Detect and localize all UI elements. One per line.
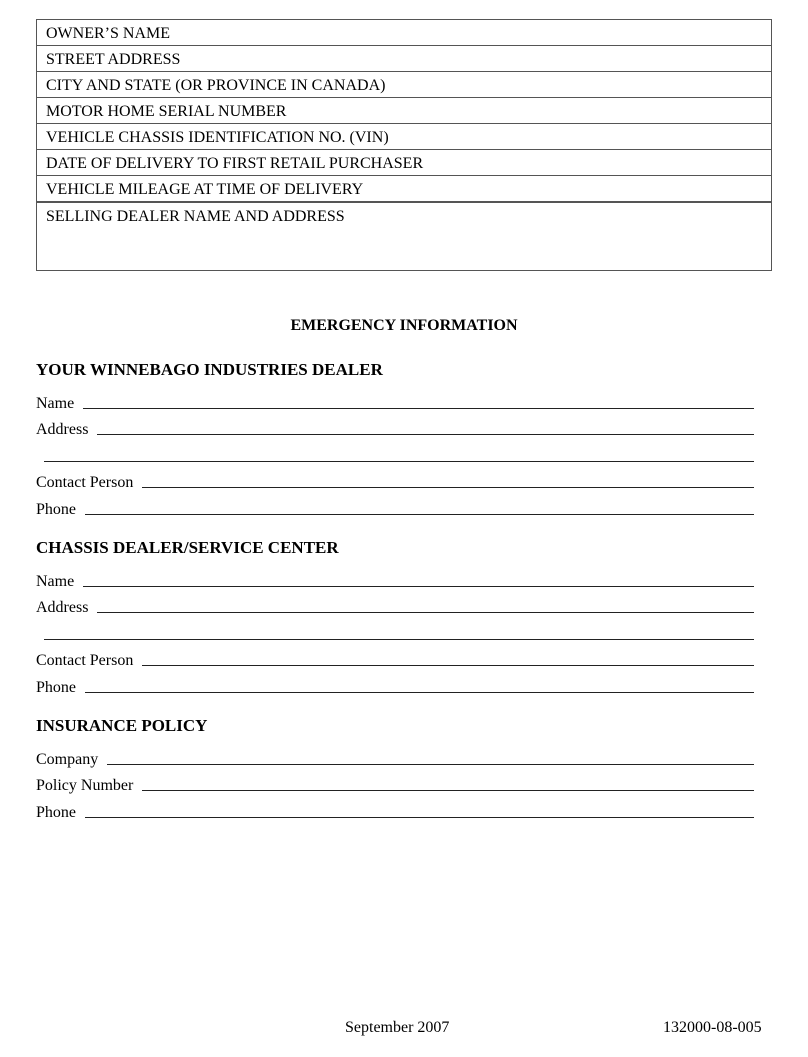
chassis-phone-row bbox=[36, 670, 754, 697]
dealer-contact-label: Contact Person bbox=[36, 474, 134, 491]
chassis-address-row bbox=[36, 591, 754, 618]
serial-number-field[interactable]: MOTOR HOME SERIAL NUMBER bbox=[37, 98, 771, 124]
chassis-address-input-line-2[interactable] bbox=[44, 625, 754, 640]
chassis-section bbox=[36, 537, 754, 697]
footer-date: September 2007 bbox=[345, 1019, 450, 1036]
dealer-address-input-line-2[interactable] bbox=[44, 447, 754, 462]
dealer-phone-label: Phone bbox=[36, 500, 76, 518]
dealer-section bbox=[36, 359, 754, 519]
dealer-address-input-line[interactable] bbox=[97, 420, 754, 435]
owner-info-table bbox=[36, 19, 772, 271]
dealer-phone-row bbox=[36, 492, 754, 519]
insurance-phone-label: Phone bbox=[36, 803, 76, 821]
dealer-name-row bbox=[36, 386, 754, 413]
insurance-policy-input-line[interactable] bbox=[142, 776, 754, 791]
insurance-policy-label: Policy Number bbox=[36, 777, 134, 794]
delivery-date-field[interactable]: DATE OF DELIVERY TO FIRST RETAIL PURCHASER bbox=[37, 150, 771, 176]
chassis-address-input-line[interactable] bbox=[97, 598, 754, 613]
dealer-contact-input-line[interactable] bbox=[142, 473, 754, 488]
insurance-section-title: INSURANCE POLICY bbox=[36, 716, 208, 735]
chassis-contact-label: Contact Person bbox=[36, 652, 134, 669]
dealer-address-row-2 bbox=[36, 439, 754, 466]
owner-name-field[interactable]: OWNER’S NAME bbox=[37, 20, 771, 46]
chassis-contact-row bbox=[36, 644, 754, 671]
chassis-contact-input-line[interactable] bbox=[142, 651, 754, 666]
chassis-section-title: CHASSIS DEALER/SERVICE CENTER bbox=[36, 538, 339, 557]
insurance-company-input-line[interactable] bbox=[107, 750, 754, 765]
insurance-section bbox=[36, 715, 754, 822]
selling-dealer-field[interactable]: SELLING DEALER NAME AND ADDRESS bbox=[37, 202, 771, 270]
dealer-section-title: YOUR WINNEBAGO INDUSTRIES DEALER bbox=[36, 360, 383, 379]
emergency-info-title: EMERGENCY INFORMATION bbox=[290, 317, 518, 334]
dealer-name-input-line[interactable] bbox=[83, 394, 754, 409]
vin-field[interactable]: VEHICLE CHASSIS IDENTIFICATION NO. (VIN) bbox=[37, 124, 771, 150]
chassis-name-label: Name bbox=[36, 572, 75, 590]
street-address-field[interactable]: STREET ADDRESS bbox=[37, 46, 771, 72]
mileage-field[interactable]: VEHICLE MILEAGE AT TIME OF DELIVERY bbox=[37, 176, 771, 202]
insurance-company-label: Company bbox=[36, 750, 99, 768]
chassis-phone-label: Phone bbox=[36, 678, 76, 696]
footer-document-code: 132000-08-005 bbox=[663, 1019, 762, 1036]
dealer-name-label: Name bbox=[36, 394, 75, 412]
chassis-address-row-2 bbox=[36, 617, 754, 644]
chassis-name-row bbox=[36, 564, 754, 591]
dealer-phone-input-line[interactable] bbox=[85, 500, 754, 515]
city-state-field[interactable]: CITY AND STATE (OR PROVINCE IN CANADA) bbox=[37, 72, 771, 98]
insurance-phone-input-line[interactable] bbox=[85, 803, 754, 818]
insurance-company-row bbox=[36, 742, 754, 769]
dealer-address-label: Address bbox=[36, 421, 89, 438]
chassis-phone-input-line[interactable] bbox=[85, 678, 754, 693]
dealer-contact-row bbox=[36, 466, 754, 493]
chassis-name-input-line[interactable] bbox=[83, 572, 754, 587]
chassis-address-label: Address bbox=[36, 599, 89, 616]
insurance-policy-row bbox=[36, 769, 754, 796]
insurance-phone-row bbox=[36, 795, 754, 822]
dealer-address-row bbox=[36, 413, 754, 440]
